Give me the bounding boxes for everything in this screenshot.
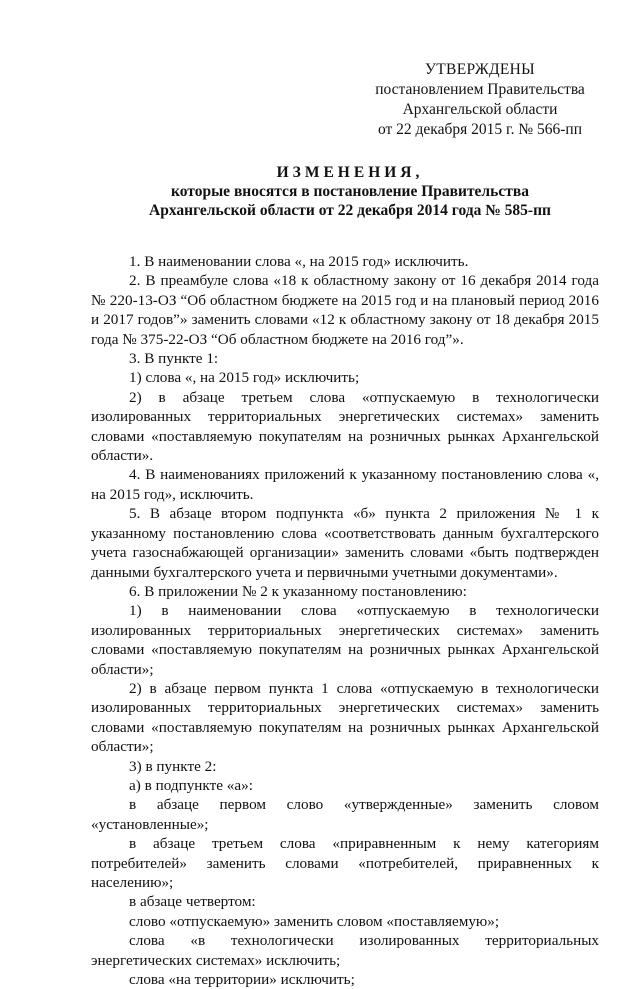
paragraph: 1) слова «, на 2015 год» исключить; bbox=[129, 369, 360, 387]
paragraph: 3) в пункте 2: bbox=[129, 757, 217, 775]
document-body bbox=[91, 252, 599, 989]
title-subtitle: Архангельской области от 22 декабря 2014 года № 585-пп bbox=[149, 202, 551, 219]
paragraph: в абзаце третьем слова «приравненным к нему категориям потребителей» заменить словами «потребителей, приравненных к населению»; bbox=[91, 835, 599, 891]
document-title bbox=[90, 163, 610, 220]
paragraph: 4. В наименованиях приложений к указанному постановлению слова «, на 2015 год», исключить. bbox=[91, 466, 599, 503]
paragraph: в абзаце первом слово «утвержденные» заменить словом «установленные»; bbox=[91, 796, 599, 833]
paragraph: в абзаце четвертом: bbox=[129, 893, 256, 911]
approval-line: Архангельской области bbox=[402, 101, 558, 118]
paragraph: 2) в абзаце первом пункта 1 слова «отпускаемую в технологически изолированных территориальных энергетических системах» заменить словами «поставляемую покупателям на розничных рынках Архангельской области»; bbox=[91, 679, 599, 756]
paragraph: 6. В приложении № 2 к указанному постановлению: bbox=[129, 582, 467, 600]
paragraph: слова «на территории» исключить; bbox=[129, 971, 355, 989]
approval-heading: УТВЕРЖДЕНЫ bbox=[425, 61, 535, 78]
paragraph: 2. В преамбуле слова «18 к областному закону от 16 декабря 2014 года № 220-13-ОЗ “Об областном бюджете на 2015 год и на плановый период 2016 и 2017 годов”» заменить словами «12 к областному закону от 18 декабря 2015 года № 375-22-ОЗ “Об областном бюджете на 2016 год”». bbox=[91, 272, 599, 348]
approval-line: постановлением Правительства bbox=[375, 81, 585, 98]
approval-stamp bbox=[330, 60, 630, 140]
paragraph: 2) в абзаце третьем слова «отпускаемую в технологически изолированных территориальных энергетических системах» заменить словами «поставляемую покупателям на розничных рынках Архангельской области». bbox=[91, 388, 599, 465]
paragraph: 1. В наименовании слова «, на 2015 год» исключить. bbox=[129, 253, 469, 270]
paragraph: слово «отпускаемую» заменить словом «поставляемую»; bbox=[129, 912, 500, 930]
approval-line: от 22 декабря 2015 г. № 566-пп bbox=[377, 121, 583, 138]
title-main: ИЗМЕНЕНИЯ, bbox=[276, 164, 424, 181]
paragraph: а) в подпункте «а»: bbox=[129, 776, 253, 794]
paragraph: 3. В пункте 1: bbox=[129, 350, 219, 368]
paragraph: слова «в технологически изолированных территориальных энергетических системах» исключить; bbox=[91, 932, 599, 969]
paragraph: 1) в наименовании слова «отпускаемую в технологически изолированных территориальных энергетических системах» заменить словами «поставляемую покупателям на розничных рынках Архангельской области»; bbox=[91, 602, 599, 678]
paragraph: 5. В абзаце втором подпункта «б» пункта 2 приложения № 1 к указанному постановлению слова «соответствовать данным бухгалтерского учета газоснабжающей организации» заменить словами «быть подтвержден данными бухгалтерского учета и первичными учетными документами». bbox=[91, 505, 599, 581]
title-subtitle: которые вносятся в постановление Правительства bbox=[171, 183, 529, 200]
